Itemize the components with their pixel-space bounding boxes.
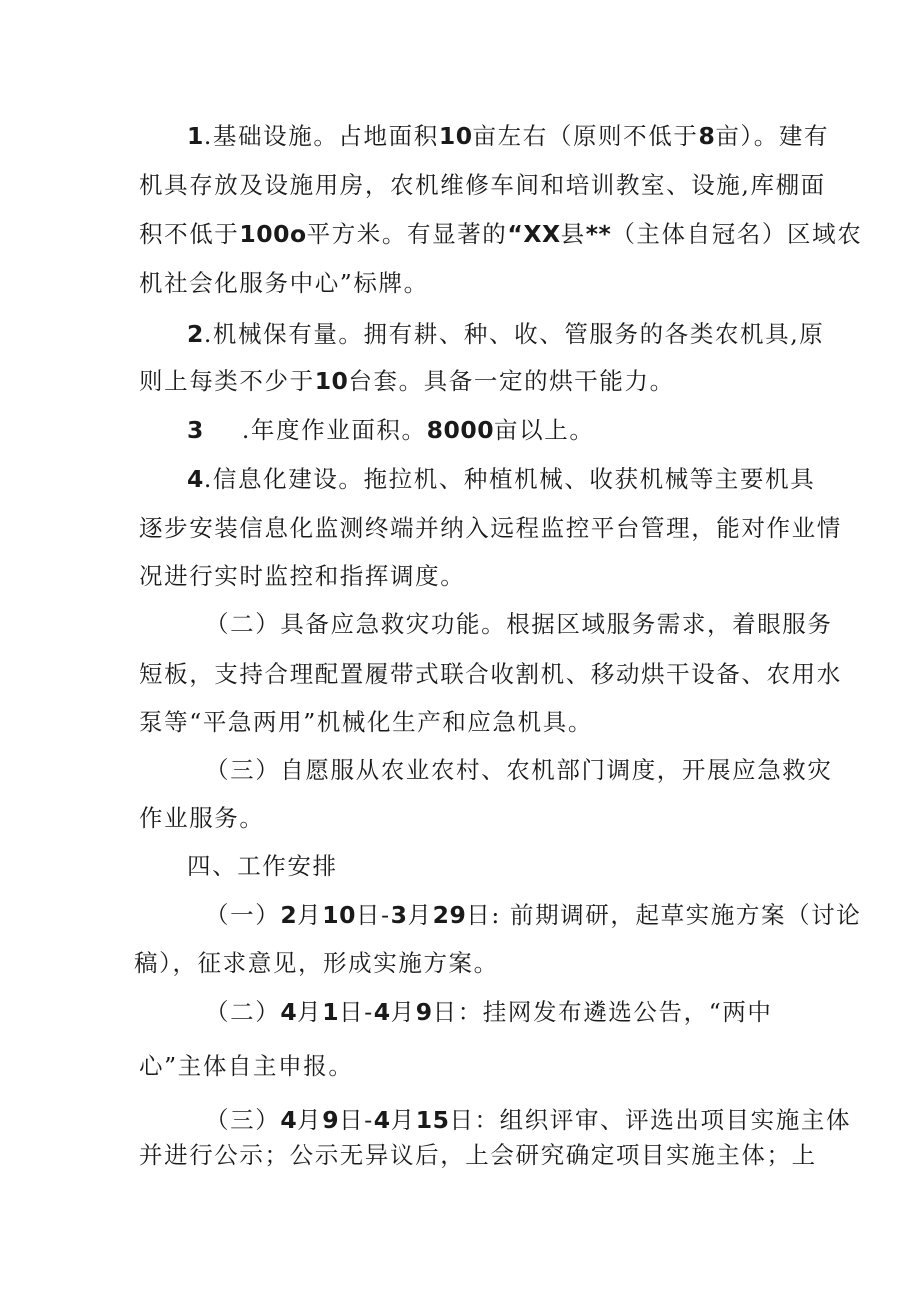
text-segment: 县: [560, 220, 586, 248]
number-value: 8000: [426, 416, 495, 444]
text-segment: 月: [390, 998, 416, 1026]
text-segment: 亩以上。: [494, 416, 595, 444]
text-segment: 月: [297, 1106, 323, 1134]
text-segment: 日-: [355, 901, 391, 929]
text-segment: （三）: [205, 1106, 281, 1134]
number-value: 10: [314, 367, 349, 395]
number-value: 9: [415, 998, 433, 1026]
paragraph-line: [187, 411, 594, 445]
text-segment: 日-: [339, 1106, 374, 1134]
section-heading: 四、工作安排: [187, 852, 338, 880]
paragraph-line: 作业服务。: [139, 804, 265, 832]
paragraph-line: 稿），征求意见，形成实施方案。: [134, 949, 499, 977]
paragraph-line: （二）具备应急救灾功能。根据区域服务需求，着眼服务: [205, 610, 833, 638]
text-segment: 日：挂网发布遴选公告，“两中: [432, 998, 773, 1026]
text-segment: .信息化建设。拖拉机、种植机械、收获机械等主要机具: [203, 465, 816, 493]
paragraph-line: （三）自愿服从农业农村、农机部门调度，开展应急救灾: [205, 756, 833, 784]
text-segment: （一）: [205, 901, 281, 929]
text-segment: .基础设施。占地面积: [203, 122, 439, 150]
paragraph-line: [205, 1101, 851, 1135]
paragraph-line: [205, 896, 861, 930]
number-value: **: [585, 220, 612, 248]
number-value: 15: [415, 1106, 450, 1134]
number-value: “XX: [507, 220, 561, 248]
text-segment: 则上每类不少于: [139, 367, 315, 395]
list-number: 2: [187, 320, 204, 348]
paragraph-line: 机具存放及设施用房，农机维修车间和培训教室、设施,库棚面: [139, 171, 826, 199]
number-value: 4: [280, 998, 298, 1026]
text-segment: 日: 前期调研，起草实施方案（讨论: [466, 901, 862, 929]
paragraph-line: [187, 315, 824, 349]
number-value: 4: [373, 1106, 391, 1134]
number-value: 1: [322, 998, 340, 1026]
paragraph-line: 并进行公示；公示无异议后，上会研究确定项目实施主体；上: [139, 1141, 817, 1169]
paragraph-line: [139, 362, 675, 396]
number-value: 3: [390, 901, 408, 929]
text-segment: 月: [297, 998, 323, 1026]
paragraph-line: 况进行实时监控和指挥调度。: [139, 562, 466, 590]
text-segment: 月: [390, 1106, 416, 1134]
number-value: 100o: [239, 220, 307, 248]
list-number: 4: [187, 465, 204, 493]
text-segment: （主体自冠名）区域农: [611, 220, 863, 248]
text-segment: 日-: [339, 998, 374, 1026]
number-value: 4: [280, 1106, 298, 1134]
text-segment: 积不低于: [139, 220, 240, 248]
number-value: 9: [322, 1106, 340, 1134]
text-segment: .年度作业面积。: [241, 416, 427, 444]
text-segment: 月: [407, 901, 433, 929]
number-value: 8: [698, 122, 716, 150]
paragraph-line: 短板，支持合理配置履带式联合收割机、移动烘干设备、农用水: [139, 660, 842, 688]
text-segment: 日：组织评审、评选出项目实施主体: [449, 1106, 852, 1134]
paragraph-line: 逐步安装信息化监测终端并纳入远程监控平台管理，能对作业情: [139, 514, 842, 542]
text-segment: 亩）。建有: [715, 122, 830, 150]
list-number: 3: [187, 416, 204, 444]
number-value: 2: [280, 901, 298, 929]
number-value: 10: [322, 901, 356, 929]
paragraph-line: [187, 460, 815, 494]
paragraph-line: 机社会化服务中心”标牌。: [139, 269, 429, 297]
paragraph-line: [205, 993, 773, 1027]
text-segment: 台套。具备一定的烘干能力。: [348, 367, 675, 395]
number-value: 29: [432, 901, 467, 929]
paragraph-line: 泵等“平急两用”机械化生产和应急机具。: [139, 708, 593, 736]
number-value: 10: [438, 122, 473, 150]
text-segment: （二）: [205, 998, 281, 1026]
paragraph-line: 心”主体自主申报。: [139, 1052, 354, 1080]
text-segment: 月: [297, 901, 323, 929]
paragraph-line: [187, 117, 829, 151]
number-value: 4: [373, 998, 391, 1026]
text-segment: 亩左右（原则不低于: [472, 122, 699, 150]
text-segment: .机械保有量。拥有耕、种、收、管服务的各类农机具,原: [203, 320, 825, 348]
paragraph-line: [139, 215, 862, 249]
text-segment: 平方米。有显著的: [306, 220, 508, 248]
list-number: 1: [187, 122, 204, 150]
